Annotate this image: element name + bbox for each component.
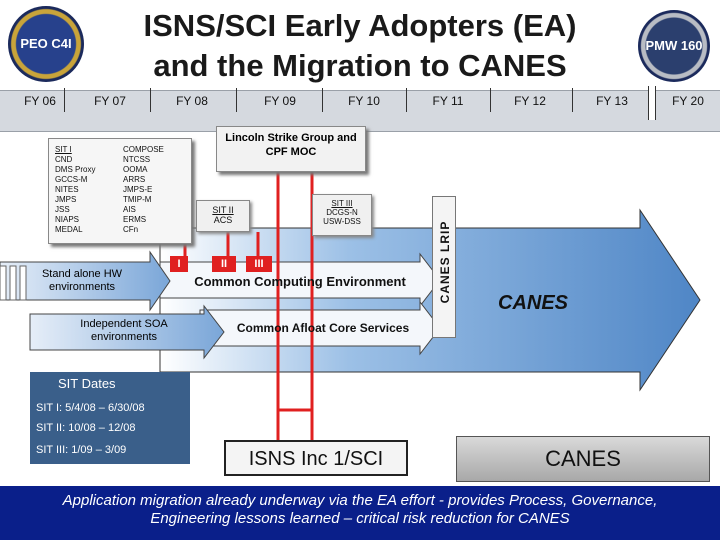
bottom-banner [0,486,720,540]
phase-tag-2: II [212,256,236,272]
canes-lrip-marker [432,196,456,338]
phase-tag-3: III [246,256,272,272]
legend-bar [20,266,26,300]
fy-label: FY 11 [432,94,464,108]
canes-lrip-label: CANES LRIP [438,220,452,304]
app-item: TMIP-M [123,195,152,204]
sit-2-item: ACS [213,215,233,225]
app-item: JMPS [55,195,77,204]
phase-tag-1: I [170,256,188,272]
app-item: ERMS [123,215,147,224]
app-item: JSS [55,205,70,214]
title-line-2: and the Migration to CANES [153,48,567,83]
app-item: GCCS-M [55,175,88,184]
app-item: JMPS-E [123,185,153,194]
fy-label: FY 20 [672,94,704,108]
title-line-1: ISNS/SCI Early Adopters (EA) [143,8,577,43]
sit-3-title: SIT III [331,199,353,208]
sit-date-item: SIT III: 1/09 – 3/09 [36,444,127,456]
legend-bar [0,266,6,300]
sit-date-item: SIT I: 5/4/08 – 6/30/08 [36,402,145,414]
sit-3-item: DCGS-N [326,208,358,217]
canes-box: CANES [456,436,710,482]
app-item: NTCSS [123,155,151,164]
app-item: CFn [123,225,139,234]
sit-dates-heading: SIT Dates [58,376,116,391]
fy-label: FY 12 [514,94,546,108]
logo-left-text: PEO C4I [20,36,72,51]
fy-label: FY 10 [348,94,380,108]
app-item: DMS Proxy [55,165,96,174]
cacs-label: Common Afloat Core Services [236,321,410,335]
sit-1-title: SIT I [55,145,72,154]
app-item: NITES [55,185,79,194]
canes-arrow-label: CANES [498,292,569,314]
sit-date-item: SIT II: 10/08 – 12/08 [36,422,136,434]
sit-2-box [196,200,250,232]
app-item: COMPOSE [123,145,164,154]
fy-label: FY 07 [94,94,126,108]
canes-arrow [160,210,700,390]
app-item: NIAPS [55,215,80,224]
standalone-label: Stand alone HW environments [41,268,123,293]
fy-label: FY 06 [24,94,56,108]
banner-line-2: Engineering lessons learned – critical risk reduction for CANES [150,510,570,527]
app-item: ARRS [123,175,146,184]
sit-1-list-col1 [55,155,95,235]
app-item: OOMA [123,165,148,174]
banner-line-1: Application migration already underway via the EA effort - provides Process, Governance, [62,492,658,509]
sit-1-applications-box [48,138,192,244]
sit-3-box [312,194,372,236]
lincoln-strike-group-box: Lincoln Strike Group and CPF MOC [216,126,366,172]
logo-right-text: PMW 160 [645,38,703,53]
sit-1-list-col2 [123,145,164,235]
sit-2-title: SIT II [212,205,234,215]
app-item: AIS [123,205,136,214]
legend-bar [10,266,16,300]
sit-3-item: USW-DSS [323,217,361,226]
isns-inc1-sci-box: ISNS Inc 1/SCI [224,440,408,476]
fy-label: FY 08 [176,94,208,108]
independent-label: Independent SOA environments [80,318,168,343]
app-item: CND [55,155,73,164]
app-item: MEDAL [55,225,83,234]
cce-label: Common Computing Environment [194,274,406,289]
sit-dates-panel [30,372,190,464]
fy-label: FY 13 [596,94,628,108]
fy-label: FY 09 [264,94,296,108]
